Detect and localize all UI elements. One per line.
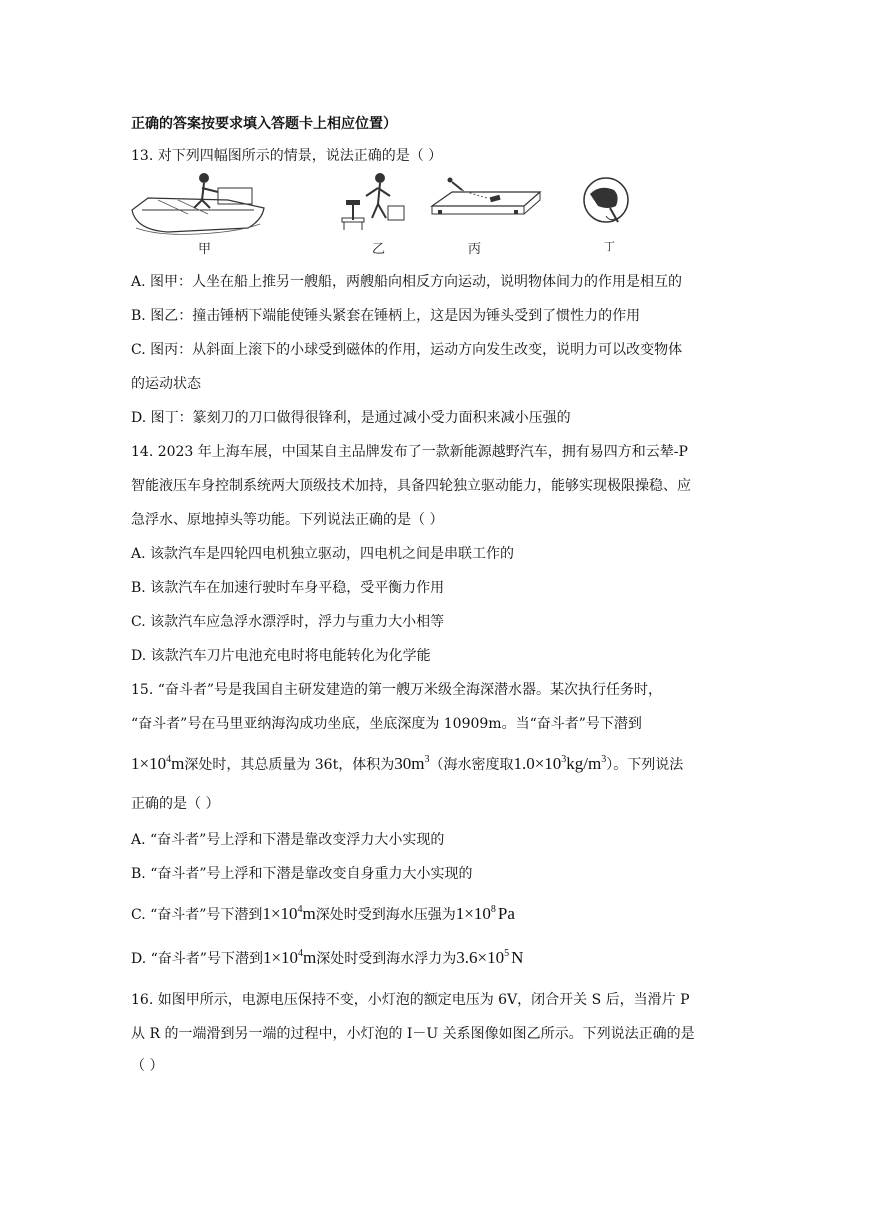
question-13-figures [128,170,648,260]
question-15-stem-line-3 [131,752,683,777]
boat-icon [128,170,268,240]
figure-caption-yi: 乙 [372,242,386,257]
question-14-option-c: C. 该款汽车应急浮水漂浮时，浮力与重力大小相等 [131,614,445,630]
question-16-stem-line-3: （ ） [131,1058,164,1074]
figure-caption-bing: 丙 [468,242,482,257]
question-15-option-d: D. “奋斗者”号下潜到$1\times 10^4m$深处时受到海水浮力为$3.6\times 10^5$ N [131,948,524,967]
question-14-option-d: D. 该款汽车刀片电池充电时将电能转化为化学能 [131,648,431,664]
volume-value: $30m^3$ [394,754,430,773]
question-13-stem: 13. 对下列四幅图所示的情景，说法正确的是（ ） [131,148,443,164]
question-14-stem-line-3: 急浮水、原地掉头等功能。下列说法正确的是（ ） [131,512,444,528]
question-13-option-c-continued: 的运动状态 [131,376,201,392]
question-15-stem-line-1: 15. “奋斗者”号是我国自主研发建造的第一艘万米级全海深潜水器。某次执行任务时， [131,682,663,698]
question-16-stem-line-1: 16. 如图甲所示，电源电压保持不变，小灯泡的额定电压为 6V，闭合开关 S 后，当滑片 P [131,992,690,1008]
depth-value: $1\times 10^4m$ [131,754,185,773]
question-13-option-c: C. 图丙：从斜面上滚下的小球受到磁体的作用，运动方向发生改变，说明力可以改变物体 [131,342,683,358]
question-13-option-a: A. 图甲：人坐在船上推另一艘船，两艘船向相反方向运动，说明物体间力的作用是相互的 [131,274,683,290]
density-value: $1.0\times 10^3kg/m^3$ [513,754,607,773]
incline-board-icon [428,170,543,240]
question-14-option-b: B. 该款汽车在加速行驶时车身平稳，受平衡力作用 [131,580,445,596]
hammer-icon [338,170,413,240]
magnet-ball-figure [428,170,543,244]
question-16-stem-line-2: 从 R 的一端滑到另一端的过程中，小灯泡的 I－U 关系图像如图乙所示。下列说法正确的是 [131,1026,695,1042]
stem-text: （海水密度取 [429,757,514,773]
carving-knife-icon [580,170,634,240]
question-13-option-d: D. 图丁：篆刻刀的刀口做得很锋利，是通过减小受力面积来减小压强的 [131,410,571,426]
question-15-option-c: C. “奋斗者”号下潜到$1\times 10^4m$深处时受到海水压强为$1\times 10^8$ Pa [131,904,515,923]
section-header: 正确的答案按要求填入答题卡上相应位置） [131,116,397,132]
question-14-stem-line-2: 智能液压车身控制系统两大顶级技术加持，具备四轮独立驱动能力，能够实现极限操稳、应 [131,478,691,494]
question-15-stem-line-2: “奋斗者”号在马里亚纳海沟成功坐底，坐底深度为 10909m。当“奋斗者”号下潜到 [131,716,642,732]
question-15-stem-line-4: 正确的是（ ） [131,796,220,812]
question-14-option-a: A. 该款汽车是四轮四电机独立驱动，四电机之间是串联工作的 [131,546,515,562]
boat-push-figure [128,170,268,244]
question-14-stem-line-1: 14. 2023 年上海车展，中国某自主品牌发布了一款新能源越野汽车，拥有易四方和云辇-P [131,444,688,460]
question-13-option-b: B. 图乙：撞击锤柄下端能使锤头紧套在锤柄上，这是因为锤头受到了惯性力的作用 [131,308,641,324]
question-15-option-a: A. “奋斗者”号上浮和下潜是靠改变浮力大小实现的 [131,832,445,848]
question-15-option-b: B. “奋斗者”号上浮和下潜是靠改变自身重力大小实现的 [131,866,473,882]
figure-caption-ding: 丁 [604,240,615,253]
hammer-figure [338,170,413,244]
stem-text: 深处时，其总质量为 36t，体积为 [184,757,395,773]
figure-caption-jia: 甲 [198,242,212,257]
carving-knife-figure [580,170,634,244]
stem-text: ）。下列说法 [606,757,684,773]
